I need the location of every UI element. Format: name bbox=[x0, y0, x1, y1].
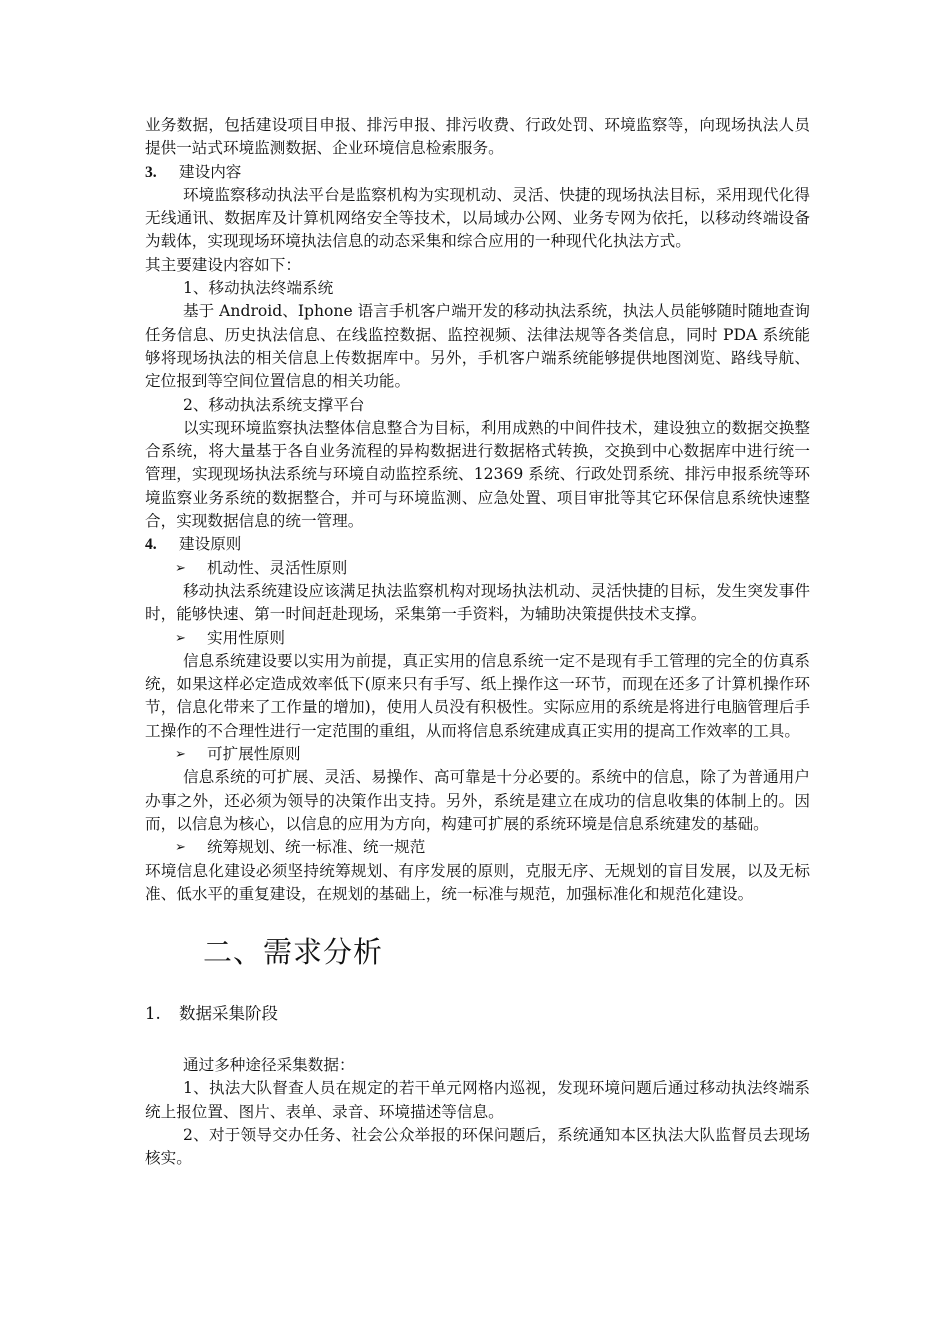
section-title: 建设内容 bbox=[179, 162, 242, 181]
bullet-title: 机动性、灵活性原则 bbox=[207, 558, 348, 577]
document-page bbox=[145, 114, 810, 1171]
subsection-heading bbox=[145, 1002, 810, 1026]
chapter-title: 二、需求分析 bbox=[203, 935, 384, 970]
subsection-title: 数据采集阶段 bbox=[179, 1004, 278, 1024]
paragraph: 通过多种途径采集数据： bbox=[183, 1056, 355, 1075]
subsection-number: 1. bbox=[145, 1004, 161, 1024]
bullet-item bbox=[145, 557, 810, 580]
paragraph: 信息系统的可扩展、灵活、易操作、高可靠是十分必要的。系统中的信息，除了为普通用户办事之外，还必须为领导的决策作出支持。另外，系统是建立在成功的信息收集的体制上的。因而，以信息为核心，以信息的应用为方向，构建可扩展的系统环境是信息系统建发的基础。 bbox=[145, 768, 810, 833]
section-number: 3. bbox=[145, 163, 157, 181]
intro-paragraph: 业务数据，包括建设项目申报、排污申报、排污收费、行政处罚、环境监察等，向现场执法人员提供一站式环境监测数据、企业环境信息检索服务。 bbox=[145, 116, 810, 158]
bullet-title: 统筹规划、统一标准、统一规范 bbox=[207, 838, 426, 857]
paragraph: 1、执法大队督查人员在规定的若干单元网格内巡视，发现环境问题后通过移动执法终端系统上报位置、图片、表单、录音、环境描述等信息。 bbox=[145, 1079, 810, 1121]
paragraph: 移动执法系统建设应该满足执法监察机构对现场执法机动、灵活快捷的目标，发生突发事件时，能够快速、第一时间赶赴现场，采集第一手资料，为辅助决策提供技术支撑。 bbox=[145, 581, 810, 624]
bullet-item bbox=[145, 743, 810, 766]
arrow-bullet-icon: ➢ bbox=[175, 560, 186, 576]
paragraph: 信息系统建设要以实用为前提，真正实用的信息系统一定不是现有手工管理的完全的仿真系统，如果这样必定造成效率低下(原来只有手写、纸上操作这一环节，而现在还多了计算机操作环节，信息化带来了工作量的增加)，使用人员没有积极性。实际应用的系统是将进行电脑管理后手工操作的不合理性进行一定范围的重组，从而将信息系统建成真正实用的提高工作效率的工具。 bbox=[145, 651, 810, 740]
arrow-bullet-icon: ➢ bbox=[175, 630, 186, 646]
bullet-item bbox=[145, 627, 810, 650]
item-title: 1、移动执法终端系统 bbox=[183, 279, 334, 298]
section-3-heading bbox=[145, 161, 810, 184]
item-title: 2、移动执法系统支撑平台 bbox=[183, 395, 365, 414]
paragraph: 2、对于领导交办任务、社会公众举报的环保问题后，系统通知本区执法大队监督员去现场核实。 bbox=[145, 1125, 810, 1168]
section-4-heading bbox=[145, 533, 810, 556]
paragraph: 以实现环境监察执法整体信息整合为目标，利用成熟的中间件技术，建设独立的数据交换整合系统，将大量基于各自业务流程的异构数据进行数据格式转换，交换到中心数据库中进行统一管理，实现现场执法系统与环境自动监控系统、12369 系统、行政处罚系统、排污申报系统等环境监察业务系统的数据整合，并可与环境监测、应急处置、项目审批等其它环保信息系统快速整合，实现数据信息的统一管理。 bbox=[145, 418, 810, 531]
bullet-item bbox=[145, 836, 810, 859]
arrow-bullet-icon: ➢ bbox=[175, 747, 186, 763]
section-title: 建设原则 bbox=[179, 535, 242, 554]
paragraph: 其主要建设内容如下： bbox=[145, 255, 301, 274]
arrow-bullet-icon: ➢ bbox=[175, 840, 186, 856]
bullet-title: 可扩展性原则 bbox=[207, 745, 301, 764]
bullet-title: 实用性原则 bbox=[207, 628, 285, 647]
paragraph: 环境信息化建设必须坚持统筹规划、有序发展的原则，克服无序、无规划的盲目发展，以及无标准、低水平的重复建设，在规划的基础上，统一标准与规范，加强标准化和规范化建设。 bbox=[145, 861, 810, 903]
paragraph: 基于 Android、Iphone 语言手机客户端开发的移动执法系统，执法人员能够随时随地查询任务信息、历史执法信息、在线监控数据、监控视频、法律法规等各类信息，同时 PDA 系统能够将现场执法的相关信息上传数据库中。另外，手机客户端系统能够提供地图浏览、路线导航、定位报到等空间位置信息的相关功能。 bbox=[145, 302, 810, 391]
paragraph: 环境监察移动执法平台是监察机构为实现机动、灵活、快捷的现场执法目标，采用现代化得无线通讯、数据库及计算机网络安全等技术，以局域办公网、业务专网为依托，以移动终端设备为载体，实现现场环境执法信息的动态采集和综合应用的一种现代化执法方式。 bbox=[145, 185, 810, 251]
section-number: 4. bbox=[145, 536, 157, 554]
